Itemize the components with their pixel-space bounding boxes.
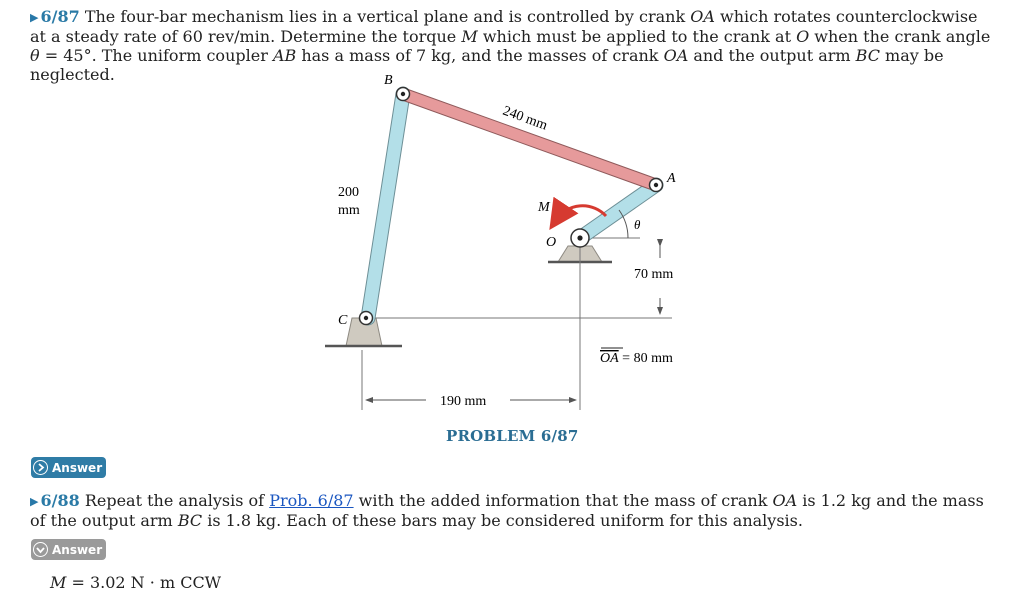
answer-value: M = 3.02 N · m CCW [50,573,222,592]
label-c: C [338,313,348,328]
pin-c [360,312,373,325]
play-triangle-icon: ▶ [30,495,39,508]
crank-oa [580,185,656,238]
answer-button-label: Answer [52,460,103,475]
play-triangle-icon: ▶ [30,11,39,24]
problem-number: 6/87 [40,7,80,26]
answer-toggle-button-1[interactable] [31,457,106,478]
dim-190mm: 190 mm [440,394,487,409]
output-arm-bc [368,94,403,318]
label-theta: θ [634,217,641,232]
four-bar-mechanism-figure [300,68,740,418]
dim-200-line1: 200 [338,185,359,200]
label-o: O [546,235,557,250]
pin-a [650,179,663,192]
dim-70mm: 70 mm [634,267,674,282]
chevron-down-icon [33,542,48,557]
oa-length-label: OA = 80 mm [600,351,673,366]
problem-number: 6/88 [40,491,80,510]
problem-6-88-statement: ▶ 6/88 Repeat the analysis of Prob. 6/87 with the added information that the mass of crank OA is 1.2 kg and the mass of the output arm BC is 1.8 kg. Each of these bars may be considered uniform for this analysis. [30,491,984,530]
problem-6-87-statement: ▶ 6/87 The four-bar mechanism lies in a vertical plane and is controlled by crank OA which rotates counterclockwise at a steady rate of 60 rev/min. Determine the torque M which must be applied to the crank at O when the crank angle θ = 45°. The uniform coupler AB has a mass of 7 kg, and the masses of crank OA and the output arm BC may be neglected. [30,7,991,84]
chevron-right-icon [33,460,48,475]
prob-6-87-link[interactable]: Prob. 6/87 [269,491,354,510]
label-m: M [538,200,550,215]
dim-200-line2: mm [338,203,360,218]
answer-toggle-button-2[interactable] [31,539,106,560]
coupler-ab [403,94,656,185]
label-b: B [384,73,393,88]
pin-o [571,229,589,247]
answer-button-label: Answer [52,542,103,557]
dim-240mm: 240 mm [500,103,550,134]
figure-caption: PROBLEM 6/87 [446,427,579,445]
mechanism-diagram [300,68,740,418]
pin-b [397,88,410,101]
label-a: A [667,171,676,186]
